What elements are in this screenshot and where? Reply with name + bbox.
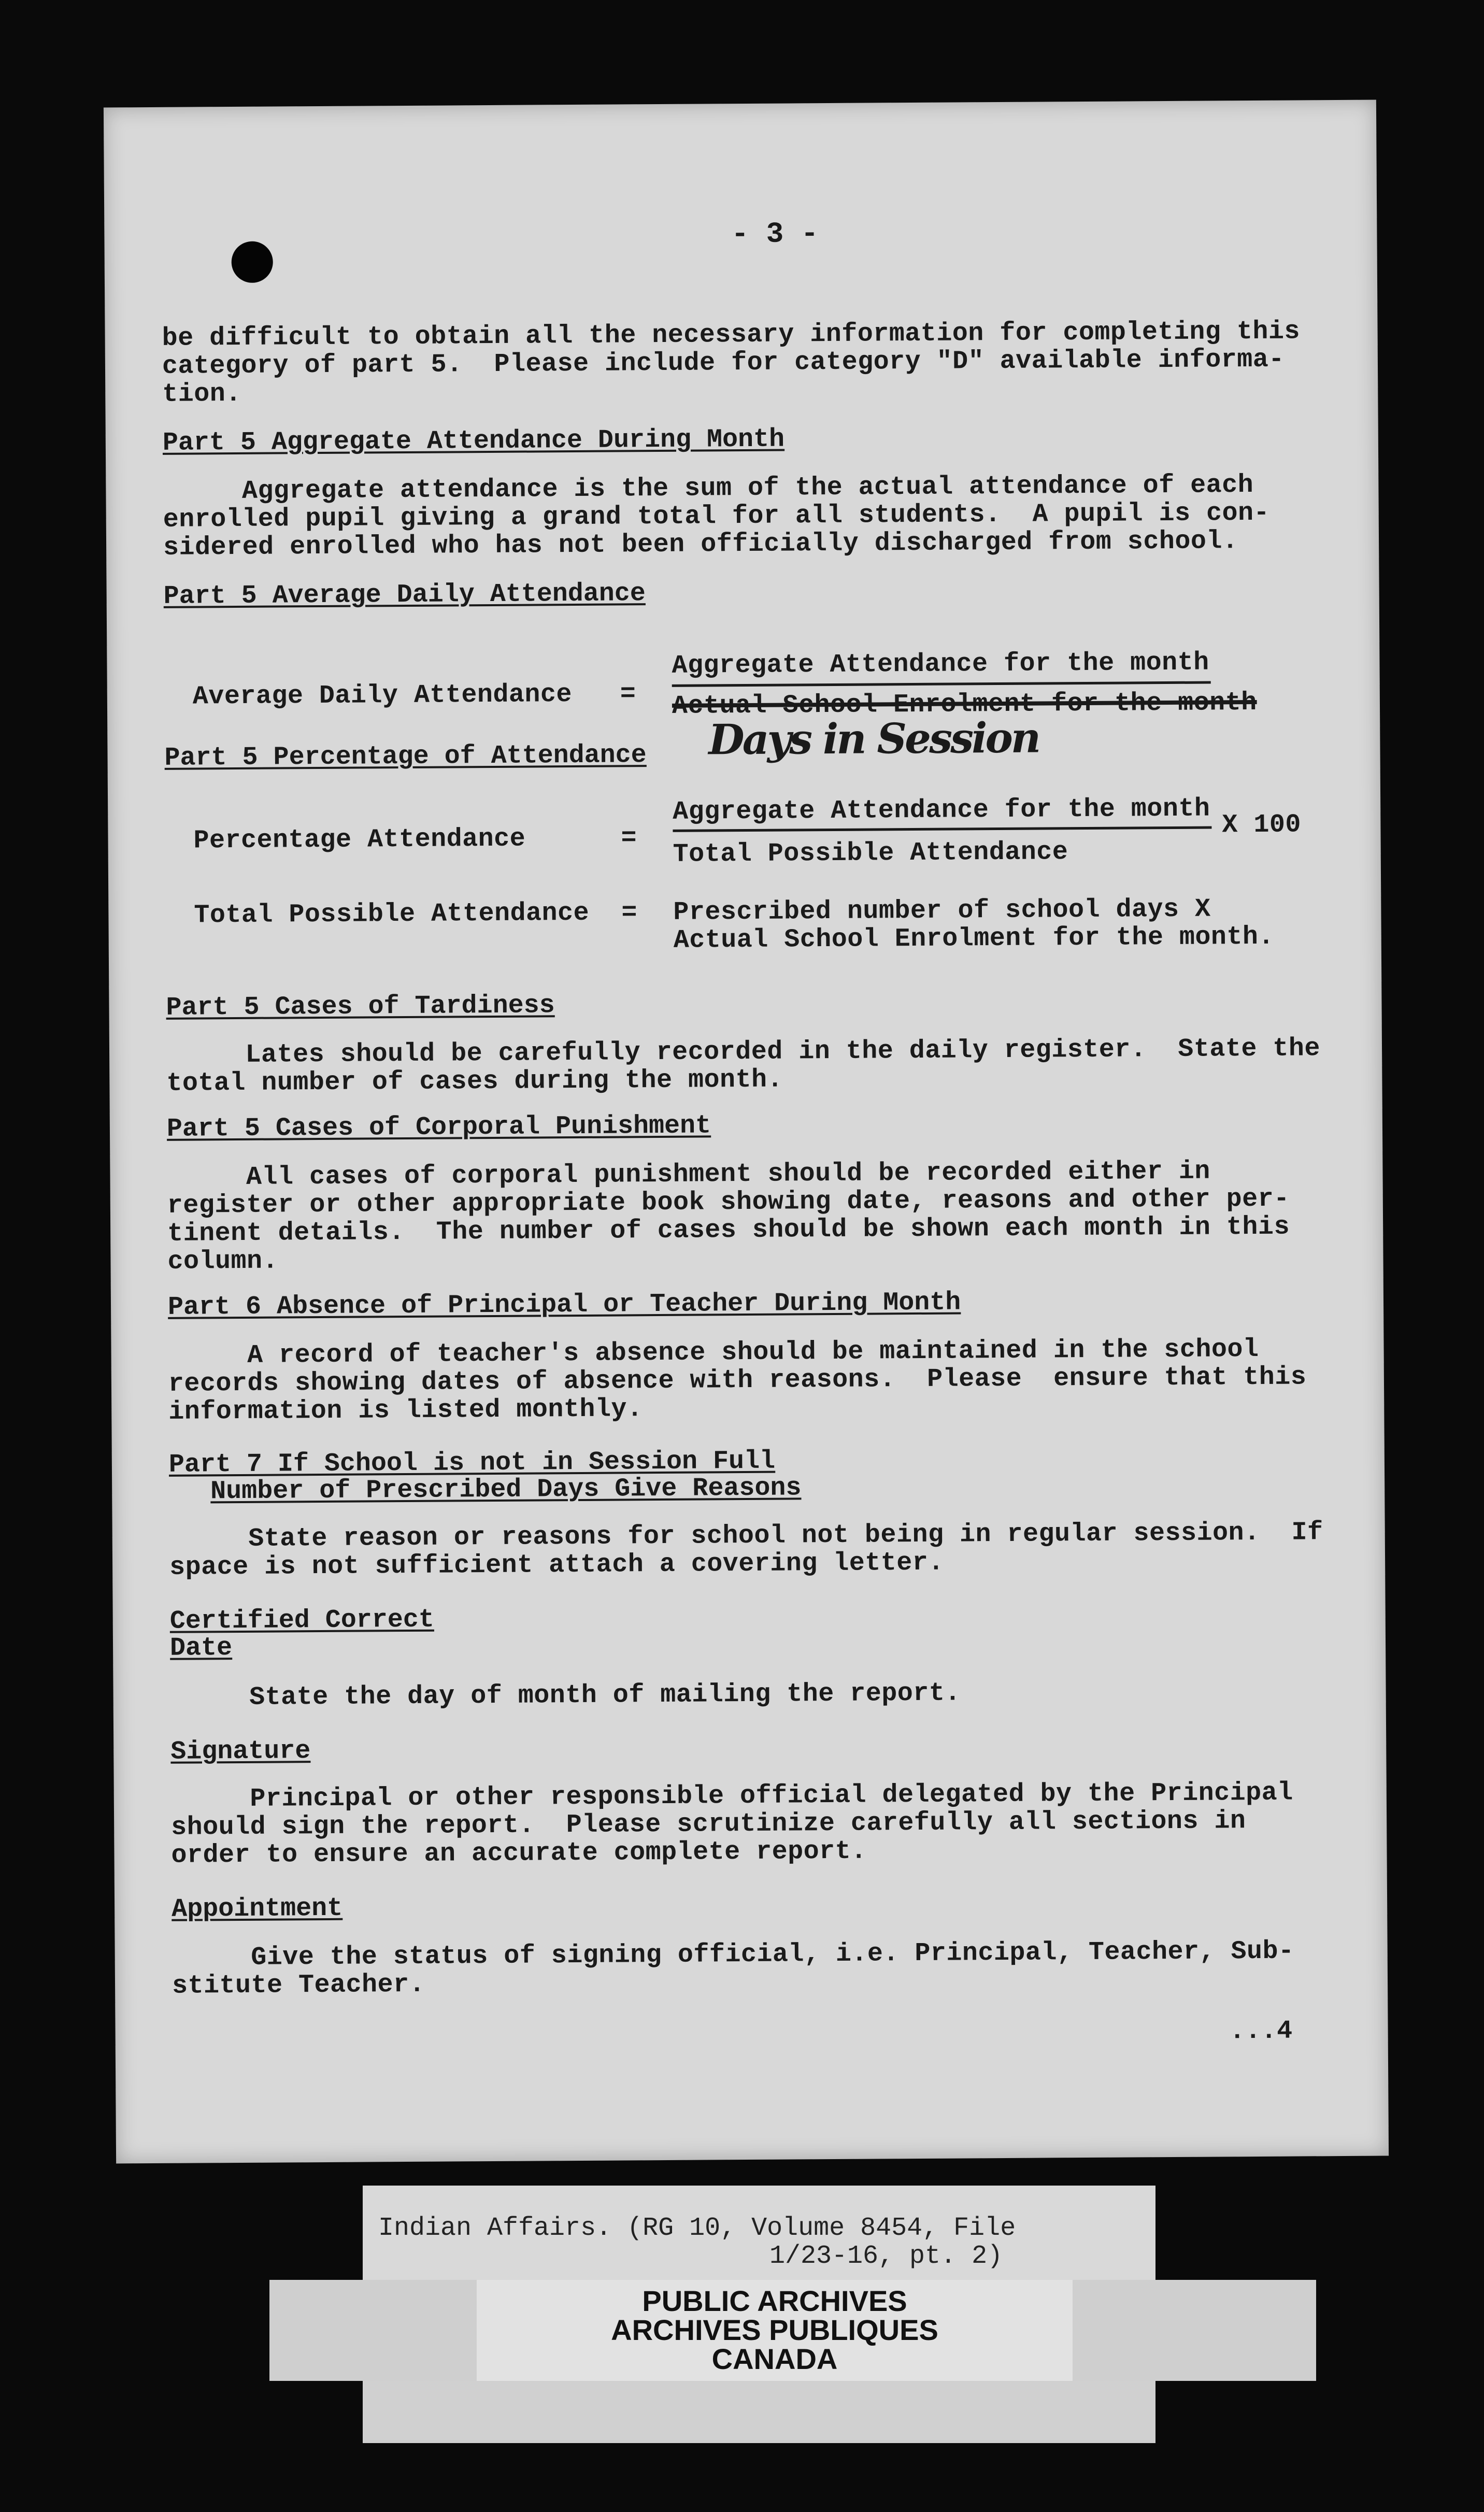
archives-stamp — [269, 2280, 1316, 2381]
percentage-equals: = — [621, 823, 637, 853]
total-possible-line-1: Prescribed number of school days X — [673, 894, 1211, 927]
session-line-2: space is not sufficient attach a covering letter. — [169, 1548, 945, 1582]
aggregate-line-1: Aggregate attendance is the sum of the actual attendance of each — [163, 470, 1254, 507]
appointment-line-1: Give the status of signing official, i.e. Principal, Teacher, Sub- — [172, 1936, 1294, 1973]
corporal-line-3: tinent details. The number of cases should be shown each month in this — [167, 1212, 1290, 1249]
archives-stamp-center — [477, 2280, 1073, 2381]
heading-date: Date — [169, 1633, 233, 1663]
stamp-line-1: PUBLIC ARCHIVES — [642, 2285, 907, 2317]
heading-signature: Signature — [170, 1736, 311, 1767]
document-page — [104, 100, 1389, 2164]
percentage-denominator: Total Possible Attendance — [673, 837, 1068, 869]
average-equals: = — [620, 679, 636, 709]
intro-line-3: tion. — [162, 379, 241, 409]
percentage-label: Percentage Attendance — [193, 824, 526, 856]
label-lower-strip — [363, 2381, 1155, 2443]
heading-certified-correct: Certified Correct — [169, 1605, 435, 1636]
appointment-line-2: stitute Teacher. — [172, 1969, 425, 2001]
total-possible-label: Total Possible Attendance — [194, 898, 590, 931]
heading-absence-principal-teacher: Part 6 Absence of Principal or Teacher During Month — [167, 1288, 961, 1322]
heading-prescribed-days-reasons: Number of Prescribed Days Give Reasons — [210, 1473, 802, 1507]
corporal-line-2: register or other appropriate book showing date, reasons and other per- — [167, 1184, 1290, 1221]
heading-appointment: Appointment — [171, 1893, 343, 1924]
handwritten-correction: Days in Session — [708, 713, 1039, 764]
tardiness-line-2: total number of cases during the month. — [166, 1065, 783, 1098]
continuation-marker: ...4 — [1229, 2016, 1293, 2047]
stamp-line-2: ARCHIVES PUBLIQUES — [611, 2314, 938, 2346]
archive-label-line-2: 1/23-16, pt. 2) — [769, 2242, 1003, 2271]
certified-line-1: State the day of month of mailing the report. — [170, 1678, 961, 1713]
stamp-line-3: CANADA — [711, 2343, 838, 2375]
percentage-fraction-line — [673, 826, 1211, 832]
heading-aggregate-attendance: Part 5 Aggregate Attendance During Month — [162, 424, 785, 458]
intro-line-1: be difficult to obtain all the necessary information for completing this — [162, 317, 1301, 353]
archive-label — [363, 2186, 1155, 2289]
total-possible-equals: = — [621, 898, 638, 928]
heading-corporal-punishment: Part 5 Cases of Corporal Punishment — [166, 1111, 711, 1144]
tardiness-line-1: Lates should be carefully recorded in the daily register. State the — [166, 1034, 1321, 1071]
corporal-line-1: All cases of corporal punishment should be recorded either in — [167, 1157, 1210, 1193]
heading-cases-of-tardiness: Part 5 Cases of Tardiness — [166, 991, 555, 1023]
archive-label-line-1: Indian Affairs. (RG 10, Volume 8454, File — [378, 2214, 1016, 2243]
percentage-multiplier: X 100 — [1222, 810, 1302, 840]
signature-line-2: should sign the report. Please scrutinize carefully all sections in — [171, 1806, 1246, 1843]
average-fraction-line — [672, 681, 1211, 687]
average-struck-denominator: Actual School Enrolment for the month — [672, 688, 1257, 721]
session-line-1: State reason or reasons for school not being in regular session. If — [169, 1518, 1323, 1554]
aggregate-line-3: sidered enrolled who has not been officially discharged from school. — [163, 526, 1238, 563]
page-number: - 3 - — [731, 217, 819, 251]
absence-line-3: information is listed monthly. — [168, 1394, 643, 1427]
heading-average-daily-attendance: Part 5 Average Daily Attendance — [163, 579, 646, 611]
percentage-numerator: Aggregate Attendance for the month — [673, 794, 1210, 827]
average-numerator: Aggregate Attendance for the month — [672, 648, 1209, 681]
absence-line-1: A record of teacher's absence should be maintained in the school — [168, 1334, 1259, 1371]
total-possible-line-2: Actual School Enrolment for the month. — [673, 922, 1275, 955]
average-label: Average Daily Attendance — [192, 680, 573, 712]
signature-line-1: Principal or other responsible official delegated by the Principal — [170, 1778, 1293, 1815]
heading-percentage-of-attendance: Part 5 Percentage of Attendance — [164, 740, 647, 773]
signature-line-3: order to ensure an accurate complete report. — [171, 1836, 867, 1871]
absence-line-2: records showing dates of absence with reasons. Please ensure that this — [168, 1362, 1307, 1399]
corporal-line-4: column. — [167, 1246, 279, 1277]
aggregate-line-2: enrolled pupil giving a grand total for all students. A pupil is con- — [163, 498, 1270, 535]
intro-line-2: category of part 5. Please include for category "D" available informa- — [162, 345, 1285, 381]
punch-hole — [231, 241, 273, 283]
heading-school-not-in-session: Part 7 If School is not in Session Full — [168, 1446, 776, 1480]
